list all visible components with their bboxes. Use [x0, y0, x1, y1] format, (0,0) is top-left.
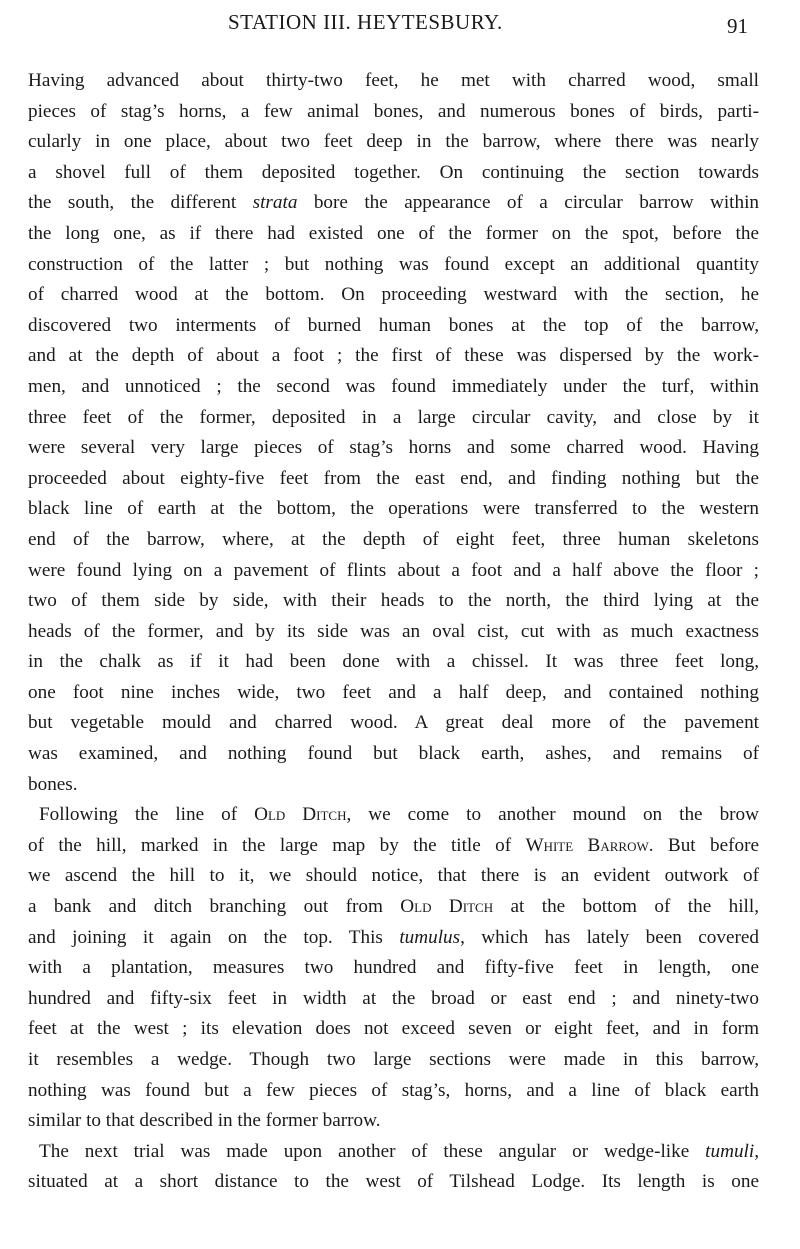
text-segment: we ascend the hill to it, we should notice, that there is an evident outwork of: [28, 865, 759, 887]
running-head-title: STATION III. HEYTESBURY.: [228, 10, 503, 34]
text-line: [28, 280, 759, 311]
text-segment: the south, the different: [28, 192, 253, 214]
text-segment: of the hill, marked in the large map by the title of: [28, 834, 526, 856]
text-segment: , we come to another mound on the brow: [346, 804, 760, 826]
text-line: [28, 97, 759, 128]
text-line: [28, 1014, 759, 1045]
text-line: [28, 617, 759, 648]
text-line: [28, 188, 759, 219]
text-line: [28, 1045, 759, 1076]
text-line: [28, 127, 759, 158]
text-line: [28, 372, 759, 403]
text-line: [28, 984, 759, 1015]
text-line: [28, 708, 759, 739]
text-segment: a shovel full of them deposited together. On continuing the section towards: [28, 161, 759, 183]
text-segment: men, and unnoticed ; the second was found immediately under the turf, within: [28, 375, 759, 397]
text-segment: of charred wood at the bottom. On proceeding westward with the section, he: [28, 284, 759, 306]
text-line: [28, 861, 759, 892]
text-line: [28, 341, 759, 372]
text-segment: Having advanced about thirty-two feet, he met with charred wood, small: [28, 70, 759, 91]
text-segment: one foot nine inches wide, two feet and a half deep, and contained nothing: [28, 681, 759, 703]
text-segment: cularly in one place, about two feet deep in the barrow, where there was nearly: [28, 131, 759, 153]
text-line: [28, 1106, 759, 1137]
text-segment: discovered two interments of burned human bones at the top of the barrow,: [28, 314, 759, 336]
text-line: [28, 525, 759, 556]
text-line: [28, 158, 759, 189]
text-segment: The next trial was made upon another of these angular or wedge-like: [39, 1140, 706, 1162]
italic-term: tumuli: [705, 1140, 755, 1162]
text-segment: similar to that described in the former barrow.: [28, 1110, 381, 1132]
text-line: [28, 1076, 759, 1107]
text-segment: , which has lately been covered: [460, 926, 759, 948]
text-line: [28, 586, 759, 617]
text-segment: the long one, as if there had existed one of the former on the spot, before the: [28, 222, 759, 244]
body-text: [28, 66, 759, 1198]
italic-term: strata: [252, 192, 298, 214]
text-segment: situated at a short distance to the west of Tilshead Lodge. Its length is one: [28, 1171, 759, 1193]
text-segment: two of them side by side, with their heads to the north, the third lying at the: [28, 590, 759, 612]
running-head: [0, 8, 800, 44]
text-segment: were several very large pieces of stag’s horns and some charred wood. Having: [28, 437, 759, 459]
text-line: [28, 250, 759, 281]
text-segment: ,: [754, 1140, 759, 1162]
text-segment: bones.: [28, 773, 78, 795]
text-segment: in the chalk as if it had been done with a chissel. It was three feet long,: [28, 651, 759, 673]
text-segment: with a plantation, measures two hundred and fifty-five feet in length, one: [28, 957, 759, 979]
italic-term: tumulus: [399, 926, 461, 948]
text-line: [28, 739, 759, 770]
text-segment: three feet of the former, deposited in a large circular cavity, and close by it: [28, 406, 759, 428]
text-line: [28, 678, 759, 709]
text-segment: . But before: [648, 834, 759, 856]
text-line: [28, 556, 759, 587]
text-segment: hundred and fifty-six feet in width at the broad or east end ; and ninety-two: [28, 987, 759, 1009]
text-segment: at the bottom of the hill,: [493, 896, 759, 918]
text-segment: it resembles a wedge. Though two large sections were made in this barrow,: [28, 1049, 759, 1070]
text-segment: was examined, and nothing found but black earth, ashes, and remains of: [28, 743, 759, 765]
text-line: [28, 219, 759, 250]
text-segment: proceeded about eighty-five feet from the east end, and finding nothing but the: [28, 467, 759, 489]
text-line: [28, 311, 759, 342]
text-line: [28, 494, 759, 525]
text-segment: end of the barrow, where, at the depth of eight feet, three human skeletons: [28, 528, 759, 550]
text-line: [28, 403, 759, 434]
small-caps-name: White Barrow: [525, 834, 649, 856]
text-line: [28, 433, 759, 464]
text-segment: construction of the latter ; but nothing was found except an additional quantity: [28, 253, 759, 275]
text-line: [28, 953, 759, 984]
text-line: [28, 770, 759, 801]
text-segment: heads of the former, and by its side was an oval cist, cut with as much exactness: [28, 620, 759, 642]
page-number: 91: [727, 14, 748, 38]
text-line: [28, 1167, 759, 1198]
small-caps-name: Old Ditch: [400, 896, 494, 918]
text-line: [28, 647, 759, 678]
text-segment: and joining it again on the top. This: [28, 926, 400, 948]
text-line: [28, 1137, 759, 1168]
text-segment: Following the line of: [39, 804, 255, 826]
text-segment: but vegetable mould and charred wood. A great deal more of the pavement: [28, 712, 759, 734]
text-segment: were found lying on a pavement of flints about a foot and a half above the floor ;: [28, 559, 759, 581]
text-line: [28, 66, 759, 97]
small-caps-name: Old Ditch: [254, 804, 347, 826]
text-segment: bore the appearance of a circular barrow within: [297, 192, 759, 214]
text-segment: pieces of stag’s horns, a few animal bones, and numerous bones of birds, parti-: [28, 100, 759, 122]
text-line: [28, 800, 759, 831]
text-line: [28, 892, 759, 923]
text-line: [28, 923, 759, 954]
text-line: [28, 831, 759, 862]
text-segment: feet at the west ; its elevation does not exceed seven or eight feet, and in form: [28, 1018, 759, 1040]
text-segment: and at the depth of about a foot ; the first of these was dispersed by the work-: [28, 345, 759, 367]
text-segment: nothing was found but a few pieces of stag’s, horns, and a line of black earth: [28, 1079, 759, 1101]
text-segment: a bank and ditch branching out from: [28, 896, 401, 918]
text-segment: black line of earth at the bottom, the operations were transferred to the western: [28, 498, 759, 520]
text-line: [28, 464, 759, 495]
